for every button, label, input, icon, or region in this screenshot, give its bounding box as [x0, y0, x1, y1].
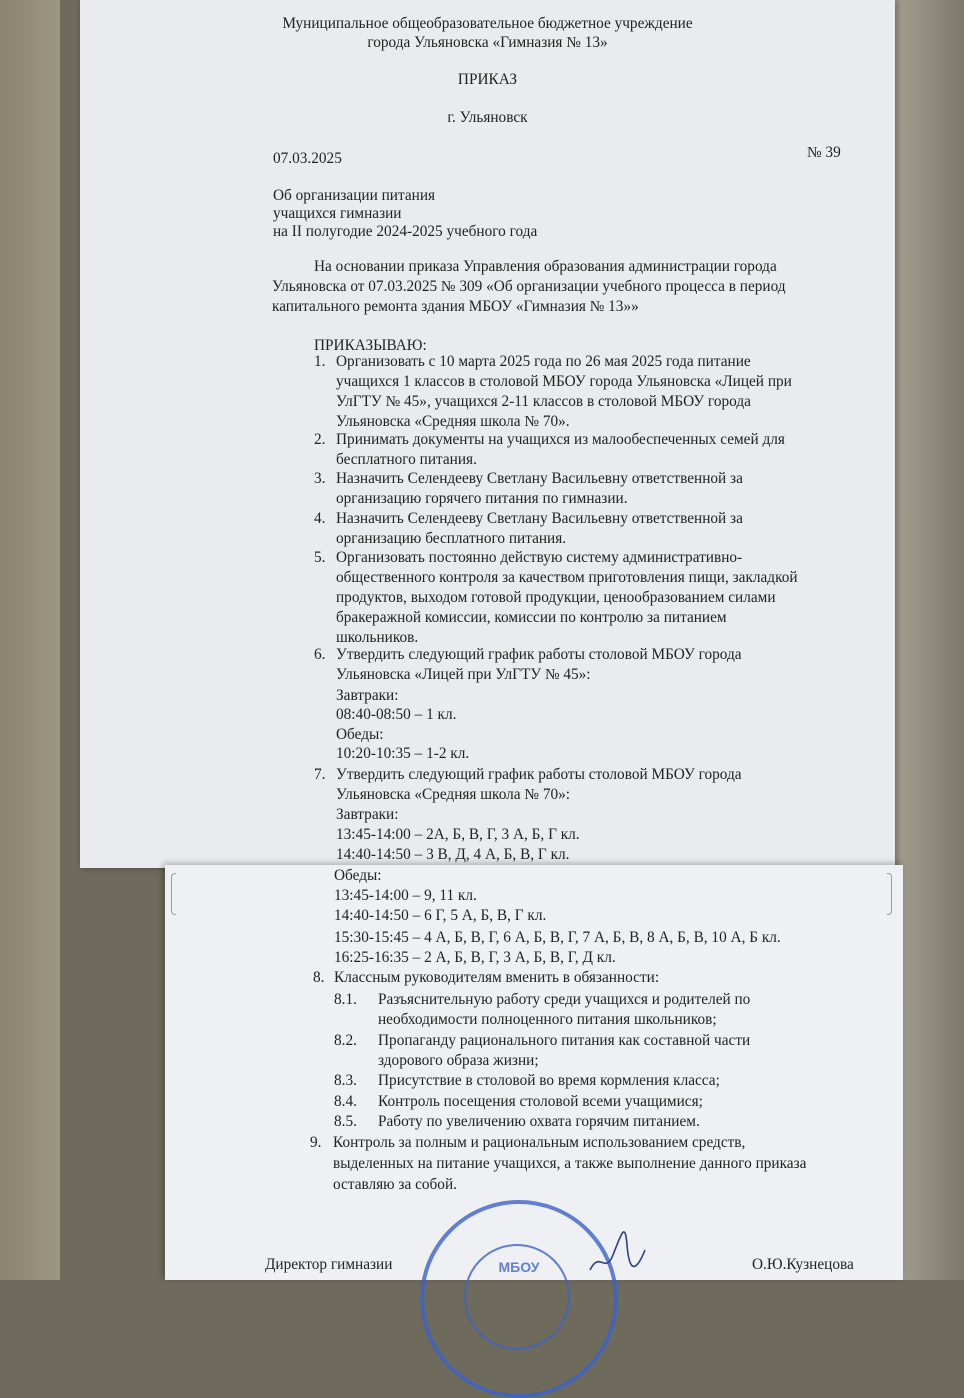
item-number: 7.	[314, 766, 326, 783]
list-item-line: Назначить Селендееву Светлану Васильевну ответственной за	[336, 470, 743, 487]
org-name-line1: Муниципальное общеобразовательное бюджетное учреждение	[282, 15, 693, 32]
list-item-line: Ульяновска «Лицей при УлГТУ № 45»:	[336, 666, 591, 683]
schedule-row: 13:45-14:00 – 2А, Б, В, Г, 3 А, Б, Г кл.	[336, 826, 580, 843]
schedule-row: 15:30-15:45 – 4 А, Б, В, Г, 6 А, Б, В, Г, 7 А, Б, В, 8 А, Б, В, 10 А, Б кл.	[334, 929, 781, 946]
item-number: 3.	[314, 470, 326, 487]
doc-date: 07.03.2025	[273, 150, 342, 167]
list-item-line: Ульяновска «Средняя школа № 70»:	[336, 786, 571, 803]
subitem-number: 8.2.	[334, 1032, 357, 1049]
subitem-number: 8.3.	[334, 1072, 357, 1089]
schedule-row: 16:25-16:35 – 2 А, Б, В, Г, 3 А, Б, В, Г, Д кл.	[334, 949, 616, 966]
schedule-row: 08:40-08:50 – 1 кл.	[336, 706, 457, 723]
list-item-line: бесплатного питания.	[336, 451, 477, 468]
staple-left-icon	[171, 873, 176, 915]
subject-line2: учащихся гимназии	[273, 205, 402, 222]
director-position: Директор гимназии	[265, 1256, 393, 1273]
list-item-line: Организовать постоянно действую систему административно-	[336, 549, 743, 566]
item-number: 5.	[314, 549, 326, 566]
subitem-line: необходимости полноценного питания школьников;	[378, 1011, 717, 1028]
schedule-row: 14:40-14:50 – 6 Г, 5 А, Б, В, Г кл.	[334, 907, 547, 924]
item-number: 6.	[314, 646, 326, 663]
item-number: 1.	[314, 353, 326, 370]
schedule-heading: Обеды:	[334, 867, 382, 884]
list-item-line: Утвердить следующий график работы столовой МБОУ города	[336, 646, 742, 663]
list-item-line: бракеражной комиссии, комиссии по контролю за питанием	[336, 609, 727, 626]
subitem-number: 8.1.	[334, 991, 357, 1008]
subitem-line: Пропаганду рационального питания как составной части	[378, 1032, 751, 1049]
org-name-line2: города Ульяновска «Гимназия № 13»	[367, 34, 608, 51]
list-item-line: Организовать с 10 марта 2025 года по 26 мая 2025 года питание	[336, 353, 751, 370]
staple-right-icon	[887, 873, 892, 915]
order-word: ПРИКАЗЫВАЮ:	[314, 337, 427, 354]
subitem-number: 8.5.	[334, 1113, 357, 1130]
list-item-line: организацию горячего питания по гимназии.	[336, 490, 628, 507]
list-item-line: общественного контроля за качеством приготовления пищи, закладкой	[336, 569, 798, 586]
subitem-line: Контроль посещения столовой всеми учащимися;	[378, 1093, 703, 1110]
doc-type: ПРИКАЗ	[457, 71, 518, 88]
list-item-line: Классным руководителям вменить в обязанности:	[334, 969, 660, 986]
subject-line3: на II полугодие 2024-2025 учебного года	[273, 223, 538, 240]
background-left	[0, 0, 60, 1280]
subitem-line: Работу по увеличению охвата горячим питанием.	[378, 1113, 700, 1130]
schedule-row: 13:45-14:00 – 9, 11 кл.	[334, 887, 477, 904]
list-item-line: школьников.	[336, 629, 419, 646]
list-item-line: УлГТУ № 45», учащихся 2-11 классов в столовой МБОУ города	[336, 393, 751, 410]
list-item-line: Назначить Селендееву Светлану Васильевну ответственной за	[336, 510, 743, 527]
stamp-text: МБОУ	[498, 1259, 540, 1275]
preamble-line2: Ульяновска от 07.03.2025 № 309 «Об организации учебного процесса в период	[272, 278, 786, 295]
schedule-row: 10:20-10:35 – 1-2 кл.	[336, 745, 470, 762]
preamble-line3: капитального ремонта здания МБОУ «Гимназия № 13»»	[272, 298, 639, 315]
item-number: 8.	[313, 969, 325, 986]
item-number: 2.	[314, 431, 326, 448]
subitem-line: здорового образа жизни;	[378, 1052, 539, 1069]
subitem-line: Разъяснительную работу среди учащихся и родителей по	[378, 991, 751, 1008]
subject-line1: Об организации питания	[273, 187, 436, 204]
subitem-line: Присутствие в столовой во время кормления класса;	[378, 1072, 720, 1089]
list-item-line: продуктов, выходом готовой продукции, ценообразованием силами	[336, 589, 776, 606]
list-item-line: учащихся 1 классов в столовой МБОУ города Ульяновска «Лицей при	[336, 373, 792, 390]
schedule-heading: Обеды:	[336, 726, 384, 743]
list-item-line: Утвердить следующий график работы столовой МБОУ города	[336, 766, 742, 783]
schedule-row: 14:40-14:50 – 3 В, Д, 4 А, Б, В, Г кл.	[336, 846, 570, 863]
list-item-line: Ульяновска «Средняя школа № 70».	[336, 413, 570, 430]
list-item-line: Контроль за полным и рациональным использованием средств,	[333, 1134, 746, 1151]
list-item-line: оставляю за собой.	[333, 1176, 457, 1193]
item-number: 4.	[314, 510, 326, 527]
list-item-line: Принимать документы на учащихся из малообеспеченных семей для	[336, 431, 785, 448]
doc-number: № 39	[807, 144, 841, 161]
list-item-line: организацию бесплатного питания.	[336, 530, 567, 547]
signature-icon	[585, 1215, 655, 1280]
preamble-line1: На основании приказа Управления образования администрации города	[314, 258, 777, 275]
director-name: О.Ю.Кузнецова	[752, 1256, 854, 1273]
city: г. Ульяновск	[447, 109, 528, 126]
list-item-line: выделенных на питание учащихся, а также выполнение данного приказа	[333, 1155, 807, 1172]
schedule-heading: Завтраки:	[336, 806, 399, 823]
subitem-number: 8.4.	[334, 1093, 357, 1110]
item-number: 9.	[310, 1134, 322, 1151]
schedule-heading: Завтраки:	[336, 687, 399, 704]
